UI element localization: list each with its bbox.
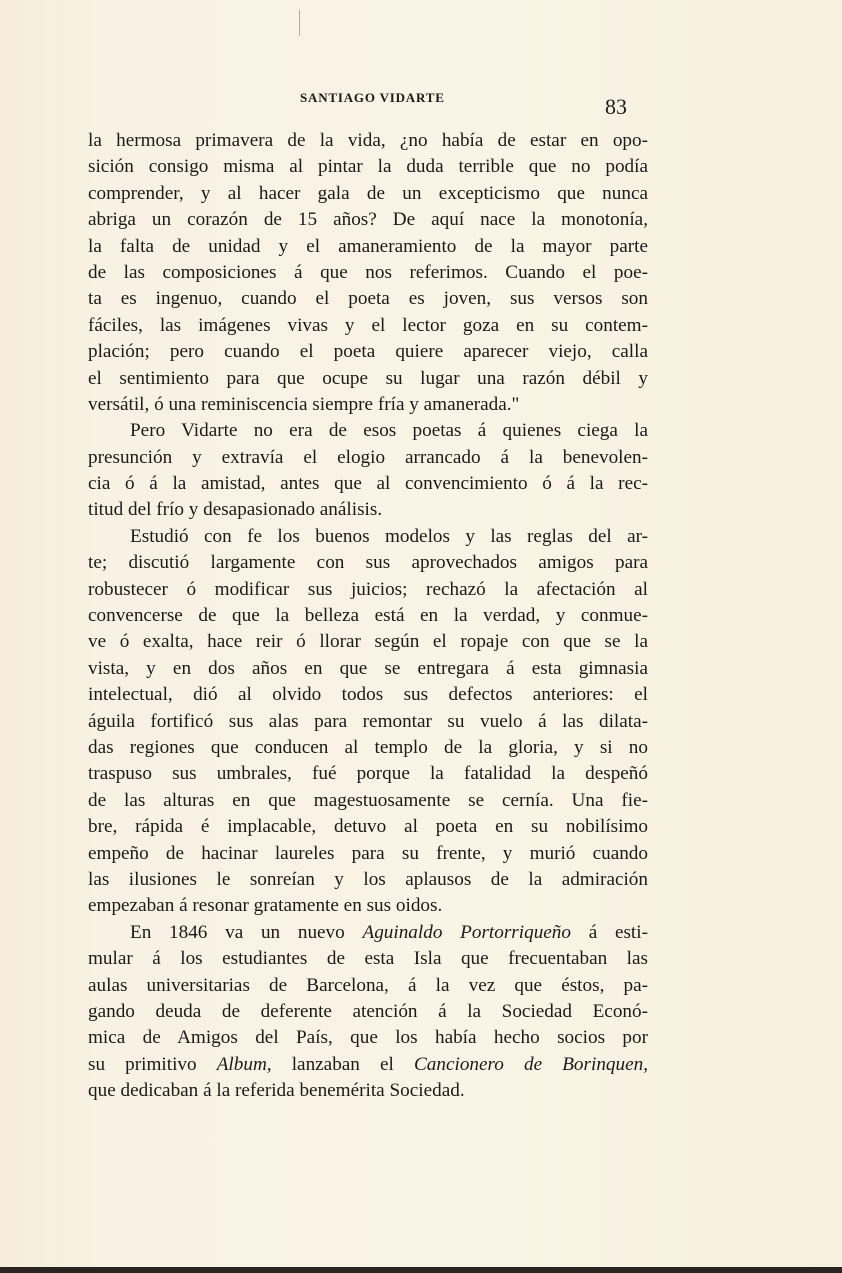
text-line: de las composiciones á que nos referimos. Cuando el poe- xyxy=(88,261,648,283)
text-line: ta es ingenuo, cuando el poeta es joven, sus versos son xyxy=(88,288,648,310)
text-line: el sentimiento para que ocupe su lugar una razón débil y xyxy=(88,367,648,389)
running-head: SANTIAGO VIDARTE xyxy=(300,90,445,105)
text-line: plación; pero cuando el poeta quiere aparecer viejo, calla xyxy=(88,341,648,363)
text-line: que dedicaban á la referida benemérita Sociedad. xyxy=(88,1080,465,1102)
text-line: das regiones que conducen al templo de la gloria, y si no xyxy=(88,736,648,758)
page-bottom-edge xyxy=(0,1267,842,1273)
text-line: vista, y en dos años en que se entregara á esta gimnasia xyxy=(88,657,648,679)
page-number: 83 xyxy=(605,94,627,119)
text-line: aulas universitarias de Barcelona, á la vez que éstos, pa- xyxy=(88,974,648,996)
text-line: traspuso sus umbrales, fué porque la fatalidad la despeñó xyxy=(88,763,648,785)
text-line: las ilusiones le sonreían y los aplausos de la admiración xyxy=(88,868,648,890)
line-segment: á esti- xyxy=(571,921,648,943)
text-line: robustecer ó modificar sus juicios; rechazó la afectación al xyxy=(88,578,648,600)
text-line: fáciles, las imágenes vivas y el lector goza en su contem- xyxy=(88,314,648,336)
paragraph-start-line xyxy=(88,920,648,946)
text-line: ve ó exalta, hace reir ó llorar según el ropaje con que se la xyxy=(88,631,648,653)
text-line: intelectual, dió al olvido todos sus defectos anteriores: el xyxy=(88,684,648,706)
text-line: empezaban á resonar gratamente en sus oidos. xyxy=(88,895,443,917)
text-line: cia ó á la amistad, antes que al convencimiento ó á la rec- xyxy=(88,473,648,495)
text-line: la hermosa primavera de la vida, ¿no había de estar en opo- xyxy=(88,130,648,151)
line-segment: su primitivo xyxy=(88,1053,217,1075)
gutter-mark xyxy=(299,10,300,36)
text-line: titud del frío y desapasionado análisis. xyxy=(88,499,383,521)
text-line: mica de Amigos del País, que los había hecho socios por xyxy=(88,1027,648,1049)
text-line: águila fortificó sus alas para remontar su vuelo á las dilata- xyxy=(88,710,648,732)
text-line: empeño de hacinar laureles para su frente, y murió cuando xyxy=(88,842,648,864)
text-line: abriga un corazón de 15 años? De aquí nace la monotonía, xyxy=(88,209,648,231)
line-segment: lanzaban el xyxy=(271,1053,414,1075)
text-line xyxy=(88,1052,648,1078)
text-line: comprender, y al hacer gala de un excepticismo que nunca xyxy=(88,182,648,204)
text-line: la falta de unidad y el amaneramiento de la mayor parte xyxy=(88,235,648,257)
body-text xyxy=(88,128,648,1104)
text-line: bre, rápida é implacable, detuvo al poeta en su nobilísimo xyxy=(88,816,648,838)
text-line: sición consigo misma al pintar la duda terrible que no podía xyxy=(88,156,648,178)
italic-title: Album, xyxy=(216,1053,272,1075)
text-line: te; discutió largamente con sus aprovechados amigos para xyxy=(88,552,648,574)
text-line: convencerse de que la belleza está en la verdad, y conmue- xyxy=(88,605,648,627)
text-line: versátil, ó una reminiscencia siempre fría y amanerada." xyxy=(88,393,520,415)
text-line: de las alturas en que magestuosamente se cernía. Una fie- xyxy=(88,789,648,811)
line-segment: En 1846 va un nuevo xyxy=(130,921,363,943)
text-line: mular á los estudiantes de esta Isla que frecuentaban las xyxy=(88,948,648,970)
text-line: gando deuda de deferente atención á la Sociedad Econó- xyxy=(88,1000,648,1022)
paragraph-start-line: Estudió con fe los buenos modelos y las reglas del ar- xyxy=(130,525,648,547)
text-line: presunción y extravía el elogio arrancado á la benevolen- xyxy=(88,446,648,468)
paragraph-start-line: Pero Vidarte no era de esos poetas á quienes ciega la xyxy=(130,420,648,442)
italic-title: Cancionero de Borinquen, xyxy=(413,1053,649,1075)
italic-title: Aguinaldo Portorriqueño xyxy=(362,921,571,943)
